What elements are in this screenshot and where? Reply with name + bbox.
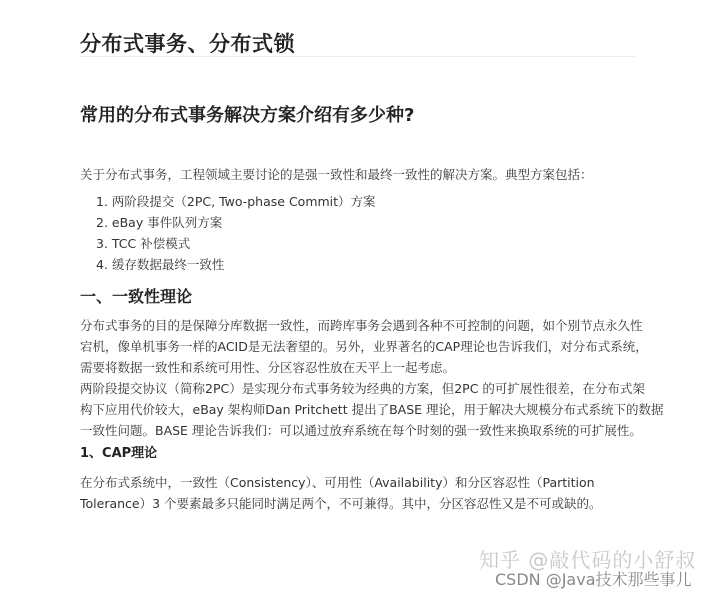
paragraph-line: 在分布式系统中，一致性（Consistency）、可用性（Availability）和分区容忍性（Partition xyxy=(80,475,595,490)
list-item: 1. 两阶段提交（2PC, Two-phase Commit）方案 xyxy=(96,194,376,209)
title-divider xyxy=(80,56,635,57)
zhihu-watermark: 知乎 @敲代码的小舒叔 xyxy=(479,548,697,572)
page-title: 分布式事务、分布式锁 xyxy=(80,32,295,56)
paragraph-line: 分布式事务的目的是保障分库数据一致性，而跨库事务会遇到各种不可控制的问题，如个别节点永久性 xyxy=(80,318,643,333)
paragraph-line: 宕机，像单机事务一样的ACID是无法奢望的。另外，业界著名的CAP理论也告诉我们，对分布式系统， xyxy=(80,339,648,354)
paragraph-line: 两阶段提交协议（简称2PC）是实现分布式事务较为经典的方案，但2PC 的可扩展性很差，在分布式架 xyxy=(80,381,645,396)
list-item: 2. eBay 事件队列方案 xyxy=(96,215,223,230)
question-heading: 常用的分布式事务解决方案介绍有多少种? xyxy=(80,105,415,126)
subsection-heading-cap: 1、CAP理论 xyxy=(80,446,158,461)
paragraph-line: 一致性问题。BASE 理论告诉我们：可以通过放弃系统在每个时刻的强一致性来换取系统的可扩展性。 xyxy=(80,423,642,438)
solution-list xyxy=(96,191,376,275)
intro-paragraph: 关于分布式事务，工程领域主要讨论的是强一致性和最终一致性的解决方案。典型方案包括： xyxy=(80,167,593,182)
section-heading-consistency: 一、一致性理论 xyxy=(80,287,193,306)
paragraph-line: Tolerance）3 个要素最多只能同时满足两个，不可兼得。其中，分区容忍性又是不可或缺的。 xyxy=(80,496,602,511)
csdn-watermark: CSDN @Java技术那些事儿 xyxy=(495,570,692,589)
list-item: 4. 缓存数据最终一致性 xyxy=(96,257,225,272)
paragraph-line: 需要将数据一致性和系统可用性、分区容忍性放在天平上一起考虑。 xyxy=(80,360,456,375)
paragraph-line: 构下应用代价较大，eBay 架构师Dan Pritchett 提出了BASE 理论，用于解决大规模分布式系统下的数据 xyxy=(80,402,664,417)
list-item: 3. TCC 补偿模式 xyxy=(96,236,191,251)
